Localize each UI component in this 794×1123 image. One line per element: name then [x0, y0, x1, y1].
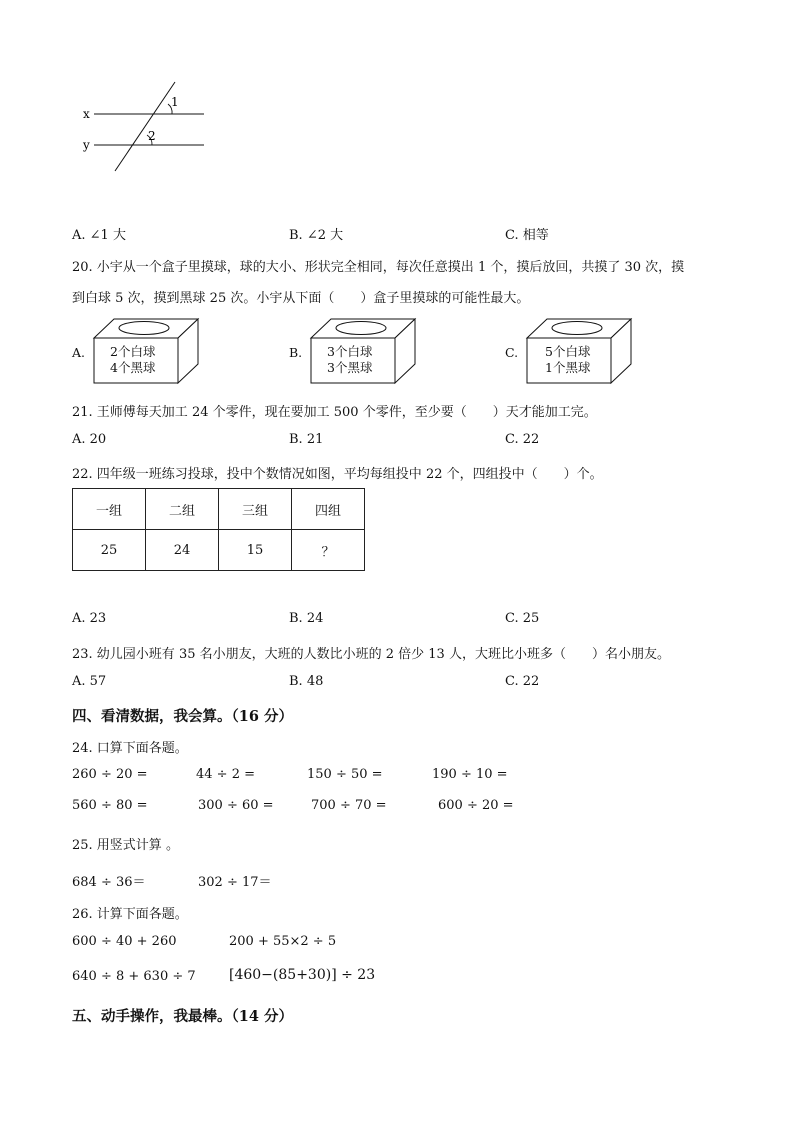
label-1: 1	[171, 95, 179, 109]
q19-option-b[interactable]: B. ∠2 大	[289, 228, 344, 243]
q20-a-black-label: 4个黑球	[110, 360, 156, 375]
q24-item: 300 ÷ 60 =	[198, 798, 274, 813]
q20-c-black-label: 1个黑球	[545, 360, 591, 375]
q21-text: 21. 王师傅每天加工 24 个零件，现在要加工 500 个零件，至少要（ ）天才能加工完。	[72, 405, 597, 420]
q20-text-line1: 20. 小宇从一个盒子里摸球，球的大小、形状完全相同，每次任意摸出 1 个，摸后放回，共摸了 30 次，摸	[72, 260, 685, 275]
q23-option-a[interactable]: A. 57	[72, 674, 107, 689]
q22-text: 22. 四年级一班练习投球，投中个数情况如图，平均每组投中 22 个，四组投中（ ）个。	[72, 467, 603, 482]
q20-b-white-label: 3个白球	[327, 344, 373, 359]
q26-text: 26. 计算下面各题。	[72, 907, 188, 922]
q20-option-a-letter: A.	[72, 345, 86, 360]
q25-item: 684 ÷ 36＝	[72, 875, 146, 890]
section-4-title: 四、看清数据，我会算。（16 分）	[72, 708, 293, 725]
q25-item: 302 ÷ 17＝	[198, 875, 272, 890]
q26-item: 600 ÷ 40 + 260	[72, 934, 177, 949]
q26-item: 200 + 55×2 ÷ 5	[229, 934, 337, 949]
table-header-cell: 一组	[73, 489, 146, 530]
q26-item: 640 ÷ 8 + 630 ÷ 7	[72, 969, 196, 984]
table-header-row	[73, 489, 365, 530]
q22-option-b[interactable]: B. 24	[289, 611, 324, 626]
table-header-cell: 三组	[219, 489, 292, 530]
transversal-line	[115, 82, 175, 171]
q21-option-c[interactable]: C. 22	[505, 432, 540, 447]
label-x: x	[83, 107, 90, 121]
q24-text: 24. 口算下面各题。	[72, 741, 188, 756]
q20-option-c-letter: C.	[505, 345, 519, 360]
q23-option-b[interactable]: B. 48	[289, 674, 324, 689]
q24-item: 190 ÷ 10 =	[432, 767, 508, 782]
q22-option-c[interactable]: C. 25	[505, 611, 540, 626]
q20-option-c[interactable]	[505, 317, 635, 385]
q24-item: 44 ÷ 2 =	[196, 767, 255, 782]
table-value-cell: ？	[292, 530, 365, 571]
q22-option-a[interactable]: A. 23	[72, 611, 107, 626]
table-value-cell: 15	[219, 530, 292, 571]
q24-item: 260 ÷ 20 =	[72, 767, 148, 782]
q24-item: 700 ÷ 70 =	[311, 798, 387, 813]
table-value-cell: 25	[73, 530, 146, 571]
q20-b-black-label: 3个黑球	[327, 360, 373, 375]
q24-item: 150 ÷ 50 =	[307, 767, 383, 782]
q20-option-b[interactable]	[289, 317, 419, 385]
q20-text-line2: 到白球 5 次，摸到黑球 25 次。小宇从下面（ ）盒子里摸球的可能性最大。	[72, 291, 530, 306]
label-y: y	[83, 138, 90, 152]
q24-item: 600 ÷ 20 =	[438, 798, 514, 813]
section-5-title: 五、动手操作，我最棒。（14 分）	[72, 1008, 293, 1025]
q21-option-b[interactable]: B. 21	[289, 432, 324, 447]
q20-c-white-label: 5个白球	[545, 344, 591, 359]
q20-option-a[interactable]	[72, 317, 202, 385]
q20-option-b-letter: B.	[289, 345, 303, 360]
q23-text: 23. 幼儿园小班有 35 名小朋友，大班的人数比小班的 2 倍少 13 人，大班比小班多（ ）名小朋友。	[72, 647, 670, 662]
q20-a-white-label: 2个白球	[110, 344, 156, 359]
q19-option-a[interactable]: A. ∠1 大	[72, 228, 126, 243]
parallel-lines-figure	[78, 78, 208, 176]
q22-score-table	[72, 488, 365, 571]
q19-option-c[interactable]: C. 相等	[505, 228, 549, 243]
label-2: 2	[148, 129, 156, 143]
q26-item: [460−(85+30)] ÷ 23	[229, 967, 376, 983]
q24-item: 560 ÷ 80 =	[72, 798, 148, 813]
q21-option-a[interactable]: A. 20	[72, 432, 107, 447]
q23-option-c[interactable]: C. 22	[505, 674, 540, 689]
table-value-cell: 24	[146, 530, 219, 571]
table-header-cell: 四组	[292, 489, 365, 530]
table-header-cell: 二组	[146, 489, 219, 530]
table-value-row	[73, 530, 365, 571]
q25-text: 25. 用竖式计算 。	[72, 838, 179, 853]
